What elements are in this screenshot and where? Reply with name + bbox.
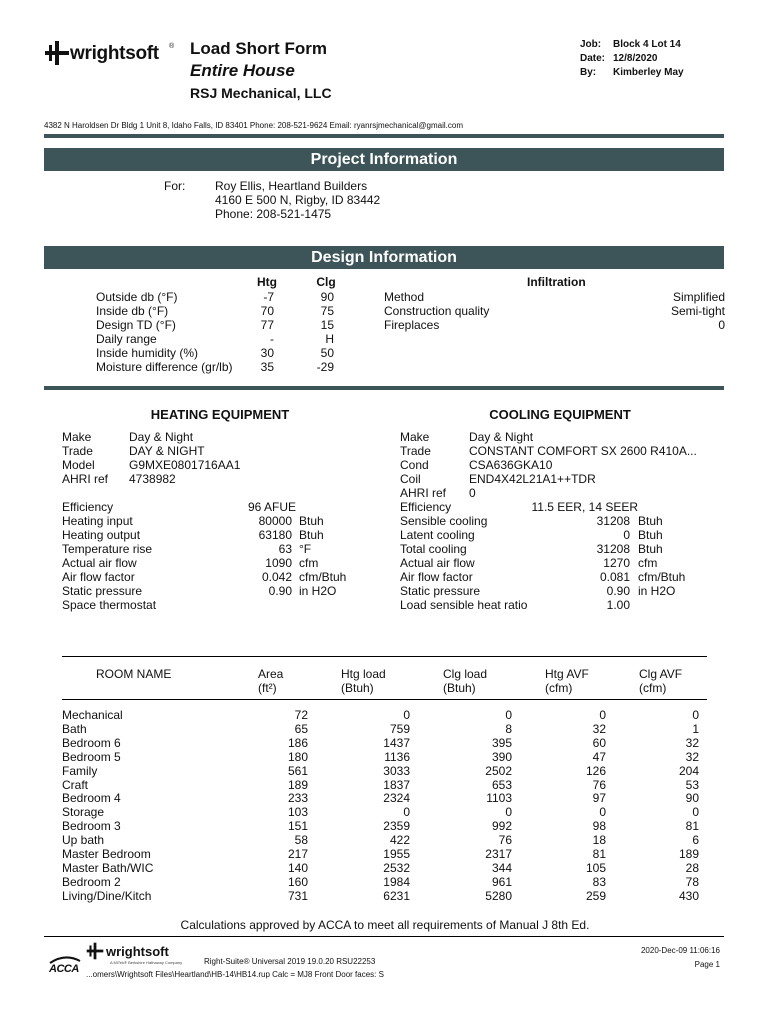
design-row-label: Design TD (°F) <box>96 318 176 332</box>
meta-value: Kimberley May <box>613 67 684 78</box>
cooling-info-labels <box>400 430 465 500</box>
header-line: (Btuh) <box>341 681 374 695</box>
cooling-spec-label: Air flow factor <box>400 570 473 584</box>
heating-info-label: Model <box>62 458 95 472</box>
room-htg-avf: 32 <box>592 721 606 736</box>
footer-rule <box>44 936 724 937</box>
design-htg-value: 30 <box>260 346 274 360</box>
table-row <box>0 833 770 847</box>
design-clg-value: 90 <box>320 290 334 304</box>
cooling-spec-unit <box>638 500 708 514</box>
cooling-heading: COOLING EQUIPMENT <box>489 407 631 422</box>
room-clg-avf: 6 <box>692 833 699 848</box>
room-area: 217 <box>287 847 308 861</box>
heating-spec-value: 0.042 <box>261 570 292 584</box>
room-clg-load: 961 <box>491 874 512 889</box>
footer-logo-text: wrightsoft <box>106 944 169 959</box>
design-bottom-rule <box>44 386 724 390</box>
col-htg-header: Htg <box>257 275 277 289</box>
design-htg-values <box>230 290 274 374</box>
heating-spec-unit: cfm <box>299 556 319 570</box>
heating-spec-label: Space thermostat <box>62 598 157 612</box>
heating-spec-value: 63180 <box>258 528 292 542</box>
room-name: Craft <box>62 777 89 792</box>
heating-info-label: Trade <box>62 444 93 458</box>
design-htg-value: - <box>270 332 274 346</box>
table-row <box>0 736 770 750</box>
cooling-info-value: CSA636GKA10 <box>469 458 553 472</box>
cooling-info-value: Day & Night <box>469 430 534 444</box>
cooling-spec-unit: Btuh <box>638 542 663 556</box>
room-col-header-htg <box>341 667 386 695</box>
logo-text: wrightsoft <box>70 43 159 64</box>
cooling-spec-units <box>638 500 708 612</box>
cooling-spec-label: Efficiency <box>400 500 452 514</box>
header-line: (ft²) <box>258 681 277 695</box>
design-htg-value: 70 <box>260 304 274 318</box>
room-clg-avf: 1 <box>692 721 699 736</box>
room-htg-load: 2359 <box>383 819 410 834</box>
cooling-info-label: Trade <box>400 444 431 458</box>
room-area: 561 <box>287 763 308 778</box>
cooling-spec-label: Latent cooling <box>400 528 475 542</box>
room-htg-avf: 81 <box>592 847 606 861</box>
room-name: Master Bath/WIC <box>62 860 154 875</box>
cooling-spec-label: Total cooling <box>400 542 467 556</box>
room-clg-load: 1103 <box>486 791 512 806</box>
page-title: Load Short Form <box>190 39 327 58</box>
company-name: RSJ Mechanical, LLC <box>190 85 332 101</box>
room-name: Master Bedroom <box>62 847 151 861</box>
room-htg-avf: 83 <box>592 874 606 889</box>
meta-value: Block 4 Lot 14 <box>613 39 681 50</box>
design-htg-value: -7 <box>263 290 274 304</box>
room-clg-avf: 78 <box>685 874 699 889</box>
meta-label: Job: <box>580 39 602 50</box>
heating-info-label: Make <box>62 430 92 444</box>
room-clg-load: 992 <box>491 819 512 834</box>
room-htg-load: 1955 <box>383 847 410 861</box>
room-clg-avf: 430 <box>678 888 699 903</box>
design-row-label: Daily range <box>96 332 157 346</box>
cooling-info-label: Cond <box>400 458 429 472</box>
heating-spec-label: Actual air flow <box>62 556 137 570</box>
design-htg-value: 77 <box>260 318 274 332</box>
infiltration-label: Method <box>384 290 425 304</box>
room-htg-avf: 259 <box>585 888 606 903</box>
heating-info-labels <box>62 430 122 486</box>
heating-spec-units <box>299 500 369 612</box>
heating-spec-unit: in H2O <box>299 584 337 598</box>
room-name: Bedroom 5 <box>62 749 121 764</box>
heating-info-label: AHRI ref <box>62 472 109 486</box>
room-clg-avf: 204 <box>678 763 699 778</box>
design-htg-value: 35 <box>260 360 274 374</box>
heating-spec-value <box>220 598 292 612</box>
room-clg-load: 8 <box>505 721 512 736</box>
wrightsoft-plus-icon <box>44 40 70 66</box>
room-clg-avf: 0 <box>692 805 699 820</box>
header <box>0 0 770 110</box>
table-row <box>0 861 770 875</box>
cooling-spec-unit <box>638 598 708 612</box>
infiltration-label: Fireplaces <box>384 318 440 332</box>
room-clg-load: 2502 <box>485 763 512 778</box>
room-area: 731 <box>287 888 308 903</box>
room-area: 189 <box>287 777 308 792</box>
room-clg-avf: 90 <box>685 791 699 806</box>
room-area: 72 <box>294 708 308 722</box>
file-path: ...omers\Wrightsoft Files\Heartland\HB-14\HB14.rup Calc = MJ8 Front Door faces: S <box>86 970 384 979</box>
room-name: Bath <box>62 721 87 736</box>
for-line: Roy Ellis, Heartland Builders <box>215 179 368 193</box>
room-htg-avf: 47 <box>592 749 606 764</box>
heating-spec-label: Static pressure <box>62 584 143 598</box>
room-area: 65 <box>294 721 308 736</box>
header-line: (cfm) <box>545 681 573 695</box>
heating-spec-value: 0.90 <box>268 584 292 598</box>
acca-approval: Calculations approved by ACCA to meet all requirements of Manual J 8th Ed. <box>180 918 590 932</box>
for-label: For: <box>164 179 186 193</box>
room-name: Bedroom 6 <box>62 735 121 750</box>
room-name: Living/Dine/Kitch <box>62 888 152 903</box>
room-col-header-clg-avf <box>639 667 682 695</box>
cooling-spec-label: Sensible cooling <box>400 514 488 528</box>
room-clg-load: 0 <box>505 708 512 722</box>
room-area: 151 <box>287 819 308 834</box>
wrightsoft-plus-icon <box>86 942 104 960</box>
table-row <box>0 791 770 805</box>
acca-logo-text: ACCA <box>49 963 79 975</box>
infiltration-value: 0 <box>718 318 725 332</box>
cooling-spec-label: Static pressure <box>400 584 481 598</box>
room-clg-load: 0 <box>505 805 512 820</box>
table-row <box>0 875 770 889</box>
acca-logo <box>46 955 86 977</box>
cooling-spec-value: 0.081 <box>599 570 630 584</box>
header-line: Area <box>258 667 284 681</box>
design-clg-value: 75 <box>320 304 334 318</box>
heating-info-values <box>129 430 329 486</box>
header-line: Clg load <box>443 667 488 681</box>
heating-spec-unit <box>299 598 369 612</box>
wrightsoft-logo <box>44 40 184 66</box>
heating-spec-label: Heating input <box>62 514 133 528</box>
design-labels <box>96 290 246 374</box>
room-htg-avf: 105 <box>585 860 606 875</box>
software-version: Right-Suite® Universal 2019 19.0.20 RSU22253 <box>204 957 376 966</box>
cooling-info-value: 0 <box>469 486 476 500</box>
cooling-info-value: END4X42L21A1++TDR <box>469 472 596 486</box>
room-htg-avf: 0 <box>599 708 606 722</box>
design-clg-values <box>290 290 334 374</box>
room-clg-load: 2317 <box>485 847 512 861</box>
room-area: 233 <box>287 791 308 806</box>
col-clg-header: Clg <box>316 275 336 289</box>
room-htg-avf: 60 <box>592 735 606 750</box>
header-line: (cfm) <box>639 681 667 695</box>
room-clg-avf: 32 <box>685 749 699 764</box>
meta-value: 12/8/2020 <box>613 53 658 64</box>
heating-spec-value: 96 AFUE <box>247 500 296 514</box>
design-clg-value: 50 <box>320 346 334 360</box>
room-htg-load: 1837 <box>383 777 410 792</box>
room-col-header-htg-avf <box>545 667 589 695</box>
room-htg-avf: 18 <box>592 833 606 848</box>
room-area: 160 <box>287 874 308 889</box>
table-row <box>0 889 770 903</box>
cooling-info-value: CONSTANT COMFORT SX 2600 R410A... <box>469 444 697 458</box>
footer-logo-tagline: A MiTek® Berkshire Hathaway Company <box>110 960 183 965</box>
table-row <box>0 764 770 778</box>
cooling-info-label: Coil <box>400 472 421 486</box>
heating-spec-values <box>220 500 296 612</box>
design-row-label: Moisture difference (gr/lb) <box>96 360 233 374</box>
heating-info-value: 4738982 <box>129 472 176 486</box>
cooling-spec-value: 11.5 EER, 14 SEER <box>531 500 638 514</box>
design-info-band <box>44 246 724 269</box>
heating-spec-unit: °F <box>299 542 312 556</box>
meta-by <box>580 66 750 80</box>
design-clg-value: 15 <box>320 318 334 332</box>
heating-spec-label: Efficiency <box>62 500 114 514</box>
for-line: 4160 E 500 N, Rigby, ID 83442 <box>215 193 381 207</box>
page-subtitle: Entire House <box>190 61 295 80</box>
design-row-label: Inside db (°F) <box>96 304 169 318</box>
design-clg-value: -29 <box>316 360 334 374</box>
room-htg-load: 0 <box>403 805 410 820</box>
for-address <box>215 179 380 221</box>
design-info-heading: Design Information <box>311 249 457 266</box>
room-clg-load: 395 <box>491 735 512 750</box>
cooling-spec-unit: Btuh <box>638 528 663 542</box>
job-meta <box>580 38 750 80</box>
table-row <box>0 778 770 792</box>
room-htg-load: 1437 <box>383 735 410 750</box>
footer-logo <box>86 942 206 970</box>
for-line: Phone: 208-521-1475 <box>215 207 332 221</box>
room-clg-avf: 32 <box>685 735 699 750</box>
room-col-header-clg <box>443 667 487 695</box>
cooling-spec-value: 1.00 <box>606 598 630 612</box>
room-clg-load: 76 <box>498 833 512 848</box>
room-htg-avf: 97 <box>592 791 606 806</box>
meta-label: By: <box>580 67 597 78</box>
room-htg-load: 2532 <box>383 860 410 875</box>
infiltration-label: Construction quality <box>384 304 490 318</box>
meta-date <box>580 52 750 66</box>
heating-spec-value: 1090 <box>265 556 292 570</box>
cooling-spec-unit: in H2O <box>638 584 676 598</box>
heating-spec-unit: cfm/Btuh <box>299 570 347 584</box>
room-htg-load: 6231 <box>383 888 410 903</box>
room-name: Up bath <box>62 833 105 848</box>
cooling-spec-unit: cfm <box>638 556 658 570</box>
room-clg-load: 390 <box>491 749 512 764</box>
table-row <box>0 750 770 764</box>
design-row-label: Outside db (°F) <box>96 290 178 304</box>
room-area: 140 <box>287 860 308 875</box>
room-clg-avf: 189 <box>678 847 699 861</box>
table-row <box>0 805 770 819</box>
heating-info-value: G9MXE0801716AA1 <box>129 458 241 472</box>
header-line: (Btuh) <box>443 681 476 695</box>
room-table-header-rule <box>62 699 707 700</box>
room-htg-avf: 98 <box>592 819 606 834</box>
heating-spec-unit: Btuh <box>299 528 324 542</box>
room-col-header-name: ROOM NAME <box>96 667 172 681</box>
cooling-spec-value: 0 <box>623 528 630 542</box>
room-name: Family <box>62 763 98 778</box>
room-name: Bedroom 2 <box>62 874 121 889</box>
room-htg-load: 422 <box>389 833 410 848</box>
cooling-spec-unit: cfm/Btuh <box>638 570 686 584</box>
cooling-spec-values <box>520 500 638 612</box>
infiltration-value: Semi-tight <box>670 304 725 318</box>
room-name: Bedroom 3 <box>62 819 121 834</box>
heating-spec-label: Temperature rise <box>62 542 153 556</box>
room-htg-load: 0 <box>403 708 410 722</box>
room-name: Bedroom 4 <box>62 791 121 806</box>
header-line: Clg AVF <box>639 667 683 681</box>
room-area: 58 <box>294 833 308 848</box>
room-clg-avf: 0 <box>692 708 699 722</box>
address-line: 4382 N Haroldsen Dr Bldg 1 Unit 8, Idaho Falls, ID 83401 Phone: 208-521-9624 Email: ryanrsjmechanical@gmail.com <box>44 121 464 130</box>
cooling-info-label: AHRI ref <box>400 486 447 500</box>
table-row <box>0 819 770 833</box>
cooling-spec-value: 31208 <box>596 542 630 556</box>
header-line: Htg load <box>341 667 386 681</box>
room-name: Storage <box>62 805 105 820</box>
cooling-spec-value: 31208 <box>596 514 630 528</box>
heating-spec-unit: Btuh <box>299 514 324 528</box>
table-row <box>0 847 770 861</box>
room-clg-load: 344 <box>491 860 512 875</box>
room-area: 186 <box>287 735 308 750</box>
cooling-spec-label: Load sensible heat ratio <box>400 598 528 612</box>
room-clg-load: 5280 <box>485 888 512 903</box>
meta-label: Date: <box>580 53 606 64</box>
project-info-band <box>44 148 724 171</box>
heating-spec-value: 80000 <box>258 514 292 528</box>
room-htg-avf: 0 <box>599 805 606 820</box>
room-htg-load: 1136 <box>384 749 410 764</box>
heating-spec-label: Air flow factor <box>62 570 135 584</box>
room-htg-load: 759 <box>389 721 410 736</box>
room-area: 180 <box>287 749 308 764</box>
room-table-top-rule <box>62 656 707 657</box>
cooling-spec-unit: Btuh <box>638 514 663 528</box>
table-row <box>0 708 770 722</box>
infiltration-heading: Infiltration <box>527 275 586 289</box>
cooling-spec-value: 1270 <box>603 556 630 570</box>
room-name: Mechanical <box>62 708 123 722</box>
project-info-heading: Project Information <box>310 151 458 168</box>
heating-info-value: Day & Night <box>129 430 194 444</box>
room-clg-load: 653 <box>491 777 512 792</box>
page-number: Page 1 <box>694 960 720 969</box>
room-htg-avf: 126 <box>585 763 606 778</box>
table-row <box>0 722 770 736</box>
infiltration-value: Simplified <box>672 290 725 304</box>
heating-heading: HEATING EQUIPMENT <box>150 407 290 422</box>
cooling-spec-label: Actual air flow <box>400 556 475 570</box>
logo-registered: ® <box>169 43 175 50</box>
heating-spec-labels <box>62 500 212 612</box>
footer-timestamp: 2020-Dec-09 11:06:16 <box>640 946 720 955</box>
heating-spec-label: Heating output <box>62 528 141 542</box>
heating-info-value: DAY & NIGHT <box>129 444 205 458</box>
cooling-info-label: Make <box>400 430 430 444</box>
room-htg-load: 1984 <box>383 874 410 889</box>
room-clg-avf: 28 <box>685 860 699 875</box>
room-clg-avf: 81 <box>685 819 699 834</box>
design-clg-value: H <box>325 332 334 346</box>
meta-job <box>580 38 750 52</box>
heating-spec-value: 63 <box>278 542 292 556</box>
room-htg-avf: 76 <box>592 777 606 792</box>
room-htg-load: 2324 <box>383 791 410 806</box>
room-col-header-area <box>258 667 283 695</box>
cooling-spec-value: 0.90 <box>606 584 630 598</box>
header-line: Htg AVF <box>545 667 589 681</box>
infiltration-labels <box>384 290 564 332</box>
room-area: 103 <box>287 805 308 820</box>
design-row-label: Inside humidity (%) <box>96 346 199 360</box>
cooling-info-values <box>469 430 719 500</box>
heating-spec-unit <box>299 500 369 514</box>
room-htg-load: 3033 <box>383 763 410 778</box>
room-clg-avf: 53 <box>685 777 699 792</box>
infiltration-values <box>600 290 725 332</box>
header-rule <box>44 134 724 138</box>
